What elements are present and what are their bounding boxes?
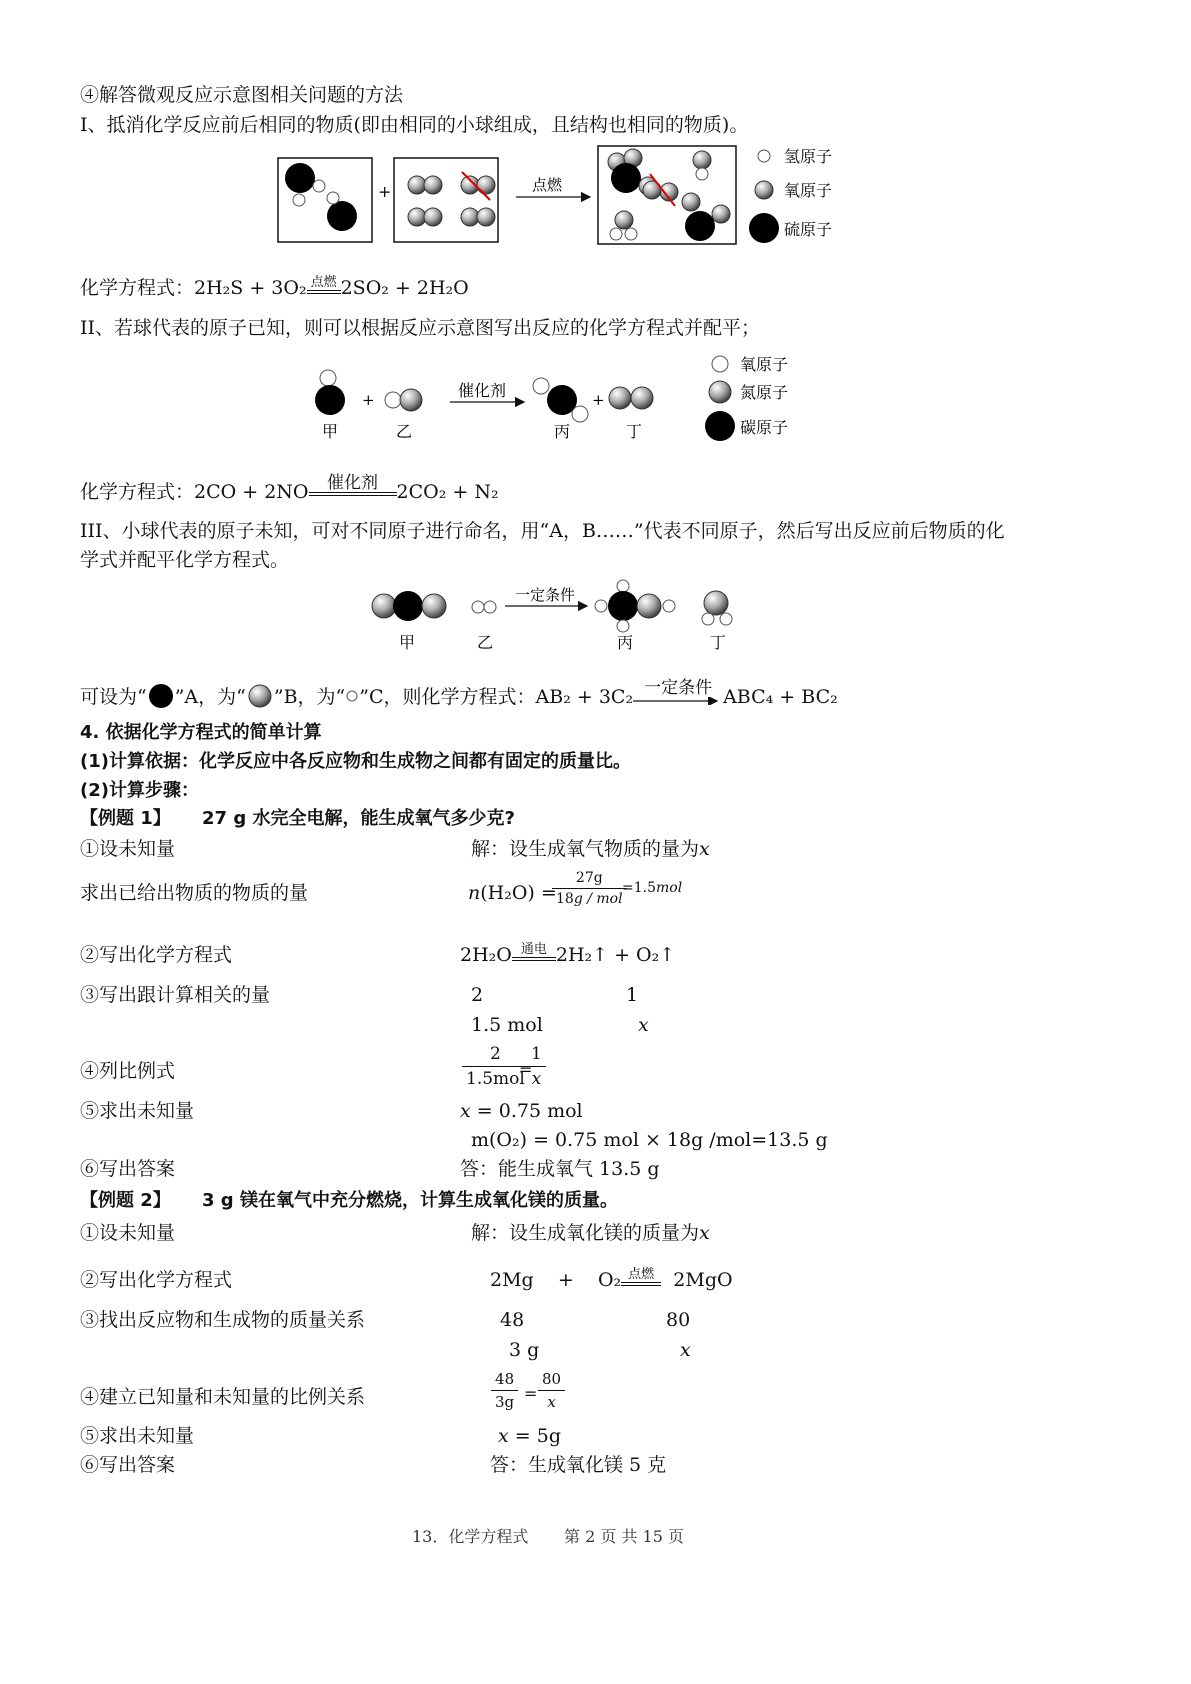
ex1-amount-water: 1.5 mol <box>471 1014 543 1036</box>
sulfur-atom <box>327 201 357 231</box>
gray-atom-icon <box>246 683 274 709</box>
example-1-title: 【例题 1】 <box>80 808 171 829</box>
ex1-mass: m(O₂) = 0.75 mol × 18g /mol=13.5 g <box>471 1129 828 1151</box>
ex1-ratio-right: $\frac{1}{x}$ <box>527 1044 546 1089</box>
paragraph-III: III、小球代表的原子未知，可对不同原子进行命名，用“A，B……”代表不同原子，然后写出反应前后物质的化 <box>80 520 1005 542</box>
equation-1 <box>80 277 469 302</box>
equation-2-prefix: 化学方程式： <box>80 481 195 503</box>
label-yi: 乙 <box>477 633 494 652</box>
arrow-label: 一定条件 <box>515 586 576 604</box>
equation-2-condition: 催化剂 <box>327 473 379 493</box>
reaction-figure-3 <box>365 578 755 656</box>
plus-sign: + <box>362 391 375 409</box>
legend-nitrogen: 氮原子 <box>740 383 789 402</box>
ex2-final-answer: 答：生成氧化镁 5 克 <box>490 1454 667 1476</box>
ex1-mole-calc: n(H₂O) = <box>468 882 557 904</box>
reaction-figure-2 <box>300 350 820 445</box>
ex1-step5: ⑤求出未知量 <box>80 1100 195 1122</box>
ex2-equation: 2Mg + O₂ 点燃 2MgO <box>490 1267 733 1291</box>
hydrogen-atom <box>327 192 339 204</box>
method-heading: ④解答微观反应示意图相关问题的方法 <box>80 84 404 106</box>
black-atom-icon <box>147 683 175 709</box>
ex1-equation: 2H₂O 通电 2H₂↑ + O₂↑ <box>460 942 676 966</box>
ex1-step3: ③写出跟计算相关的量 <box>80 984 271 1006</box>
equation-2-left: 2CO + 2NO <box>194 481 309 503</box>
ex2-step5: ⑤求出未知量 <box>80 1425 195 1447</box>
equation-1-right: 2SO₂ + 2H₂O <box>340 277 469 299</box>
ex2-given-mg: 3 g <box>509 1339 540 1361</box>
ex2-solution: x = 5g <box>498 1425 561 1447</box>
white-atom-icon <box>345 689 359 703</box>
ex2-unknown: x <box>680 1339 691 1361</box>
label-bing: 丙 <box>617 633 634 652</box>
reaction-figure-1 <box>270 140 870 252</box>
assign-eq-right: ABC₄ + BC₂ <box>723 686 838 708</box>
arrow-label: 点燃 <box>532 176 563 194</box>
ex2-step4: ④建立已知量和未知量的比例关系 <box>80 1386 366 1408</box>
ex1-solution: x = 0.75 mol <box>460 1100 583 1122</box>
label-ding: 丁 <box>626 422 643 441</box>
legend-sulfur: 硫原子 <box>784 220 833 239</box>
ex1-step2: ②写出化学方程式 <box>80 944 233 966</box>
sulfur-atom <box>285 163 315 193</box>
ex2-mass-mg: 48 <box>500 1309 525 1331</box>
svg-text:+: + <box>592 391 605 409</box>
ex1-mole-result: =1.5mol <box>622 880 683 896</box>
ex2-eq-condition: 点燃 <box>628 1267 655 1282</box>
label-jia: 甲 <box>399 633 416 652</box>
ex2-step1: ①设未知量 <box>80 1222 176 1244</box>
example-2-title: 【例题 2】 <box>80 1190 171 1211</box>
legend-hydrogen: 氢原子 <box>784 147 833 166</box>
legend-oxygen: 氧原子 <box>740 355 789 374</box>
atom-assignment: 可设为“ ”A，为“ ”B，为“ ”C，则化学方程式：AB₂ + 3C₂ 一定条件 ABC₄ + BC₂ <box>80 678 838 708</box>
paragraph-II: II、若球代表的原子已知，则可以根据反应示意图写出反应的化学方程式并配平； <box>80 317 761 339</box>
example-1-question: 27 g 水完全电解，能生成氧气多少克? <box>202 808 515 829</box>
ex2-step6: ⑥写出答案 <box>80 1454 176 1476</box>
equation-2 <box>80 473 499 506</box>
arrow-label: 催化剂 <box>458 381 507 400</box>
ex2-mass-mgo: 80 <box>666 1309 691 1331</box>
footer-page: 第 2 页 共 15 页 <box>564 1527 684 1546</box>
ex2-ratio-right: $\frac{80}{x}$ <box>538 1370 565 1411</box>
paragraph-III-cont: 学式并配平化学方程式。 <box>80 549 290 571</box>
plus-sign: + <box>378 182 392 201</box>
footer-chapter: 13．化学方程式 <box>412 1527 529 1546</box>
ex1-mole-fraction: 27g 18g / mol <box>552 870 627 907</box>
label-ding: 丁 <box>710 633 727 652</box>
ex1-ratio-left: 2 1.5mol <box>462 1044 529 1089</box>
label-yi: 乙 <box>396 422 413 441</box>
hydrogen-atom <box>293 194 305 206</box>
legend-carbon: 碳原子 <box>740 418 789 437</box>
example-2-question: 3 g 镁在氧气中充分燃烧，计算生成氧化镁的质量。 <box>202 1190 618 1211</box>
ex1-given: 求出已给出物质的物质的量 <box>80 882 309 904</box>
ex1-step6: ⑥写出答案 <box>80 1158 176 1180</box>
ex1-step1: ①设未知量 <box>80 838 176 860</box>
ex1-step4: ④列比例式 <box>80 1060 176 1082</box>
calc-steps-title: (2)计算步骤： <box>80 780 199 801</box>
paragraph-I: I、抵消化学反应前后相同的物质(即由相同的小球组成，且结构也相同的物质)。 <box>80 114 749 136</box>
equation-1-condition: 点燃 <box>310 275 337 290</box>
ex2-step2: ②写出化学方程式 <box>80 1269 233 1291</box>
ex2-ratio-left: $\frac{48}{3g}$ <box>491 1370 518 1411</box>
ex1-eq-condition: 通电 <box>520 942 547 957</box>
equation-2-right: 2CO₂ + N₂ <box>396 481 499 503</box>
ex2-step1-answer: 解：设生成氧化镁的质量为x <box>471 1222 710 1244</box>
ex1-coef-oxygen: 1 <box>626 984 639 1006</box>
section-4-heading: 4. 依据化学方程式的简单计算 <box>80 722 322 743</box>
ex1-amount-oxygen: x <box>638 1014 649 1036</box>
equation-1-prefix: 化学方程式： <box>80 277 195 299</box>
equation-1-left: 2H₂S + 3O₂ <box>194 277 307 299</box>
ex1-coef-water: 2 <box>471 984 484 1006</box>
assign-eq-left: AB₂ + 3C₂ <box>535 686 634 708</box>
label-bing: 丙 <box>554 422 571 441</box>
calc-basis: (1)计算依据：化学反应中各反应物和生成物之间都有固定的质量比。 <box>80 751 631 772</box>
ex1-final-answer: 答：能生成氧气 13.5 g <box>460 1158 660 1180</box>
ex1-step1-answer: 解：设生成氧气物质的量为x <box>471 838 710 860</box>
hydrogen-atom <box>313 180 325 192</box>
ex2-step3: ③找出反应物和生成物的质量关系 <box>80 1309 366 1331</box>
legend-oxygen: 氧原子 <box>784 181 833 200</box>
label-jia: 甲 <box>322 422 339 441</box>
assign-eq-condition: 一定条件 <box>644 678 713 698</box>
